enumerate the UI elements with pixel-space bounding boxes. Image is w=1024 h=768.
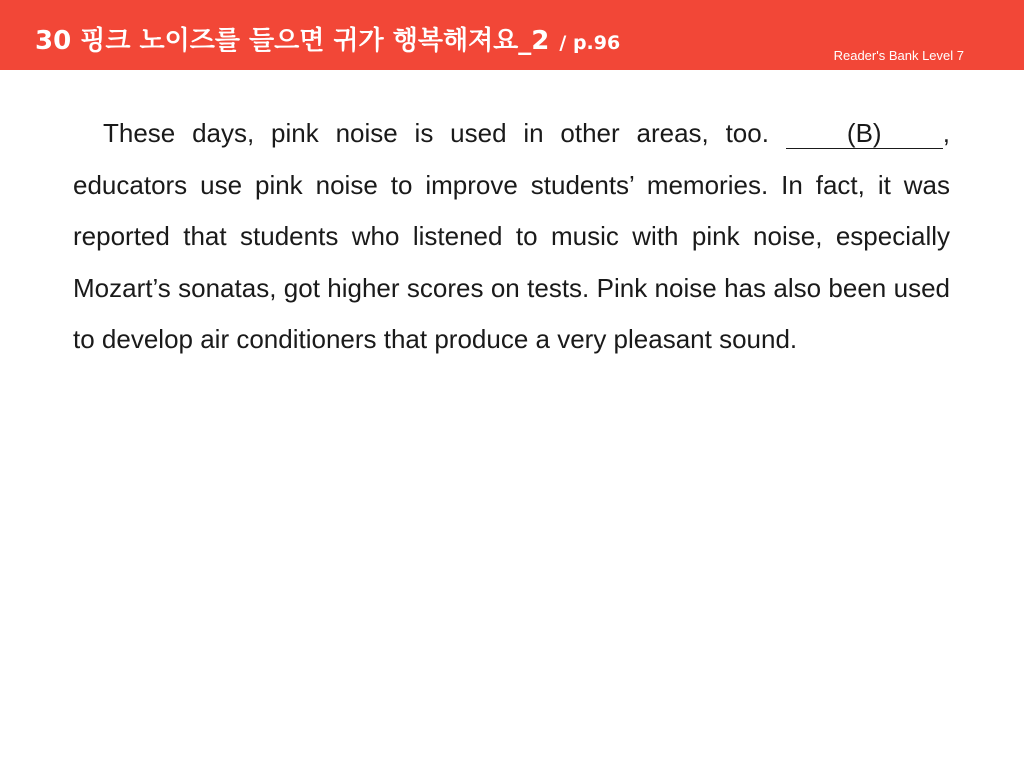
blank-b: (B) (786, 118, 943, 149)
header-bar (0, 0, 1024, 70)
reading-passage (73, 108, 950, 366)
series-label: Reader's Bank Level 7 (833, 48, 964, 63)
page-reference: / p.96 (559, 32, 621, 54)
lesson-title-text: 30 핑크 노이즈를 들으면 귀가 행복해져요_2 (35, 26, 550, 56)
passage-text-after-blank: , educators use pink noise to improve students’ memories. In fact, it was reported that students who listened to music with pink noise, especially Mozart’s sonatas, got higher scores on tests. Pink noise has also been used to develop air conditioners that produce a very pleasant sound. (73, 118, 950, 354)
passage-text-before-blank: These days, pink noise is used in other areas, too. (103, 118, 786, 148)
lesson-title (35, 24, 620, 60)
